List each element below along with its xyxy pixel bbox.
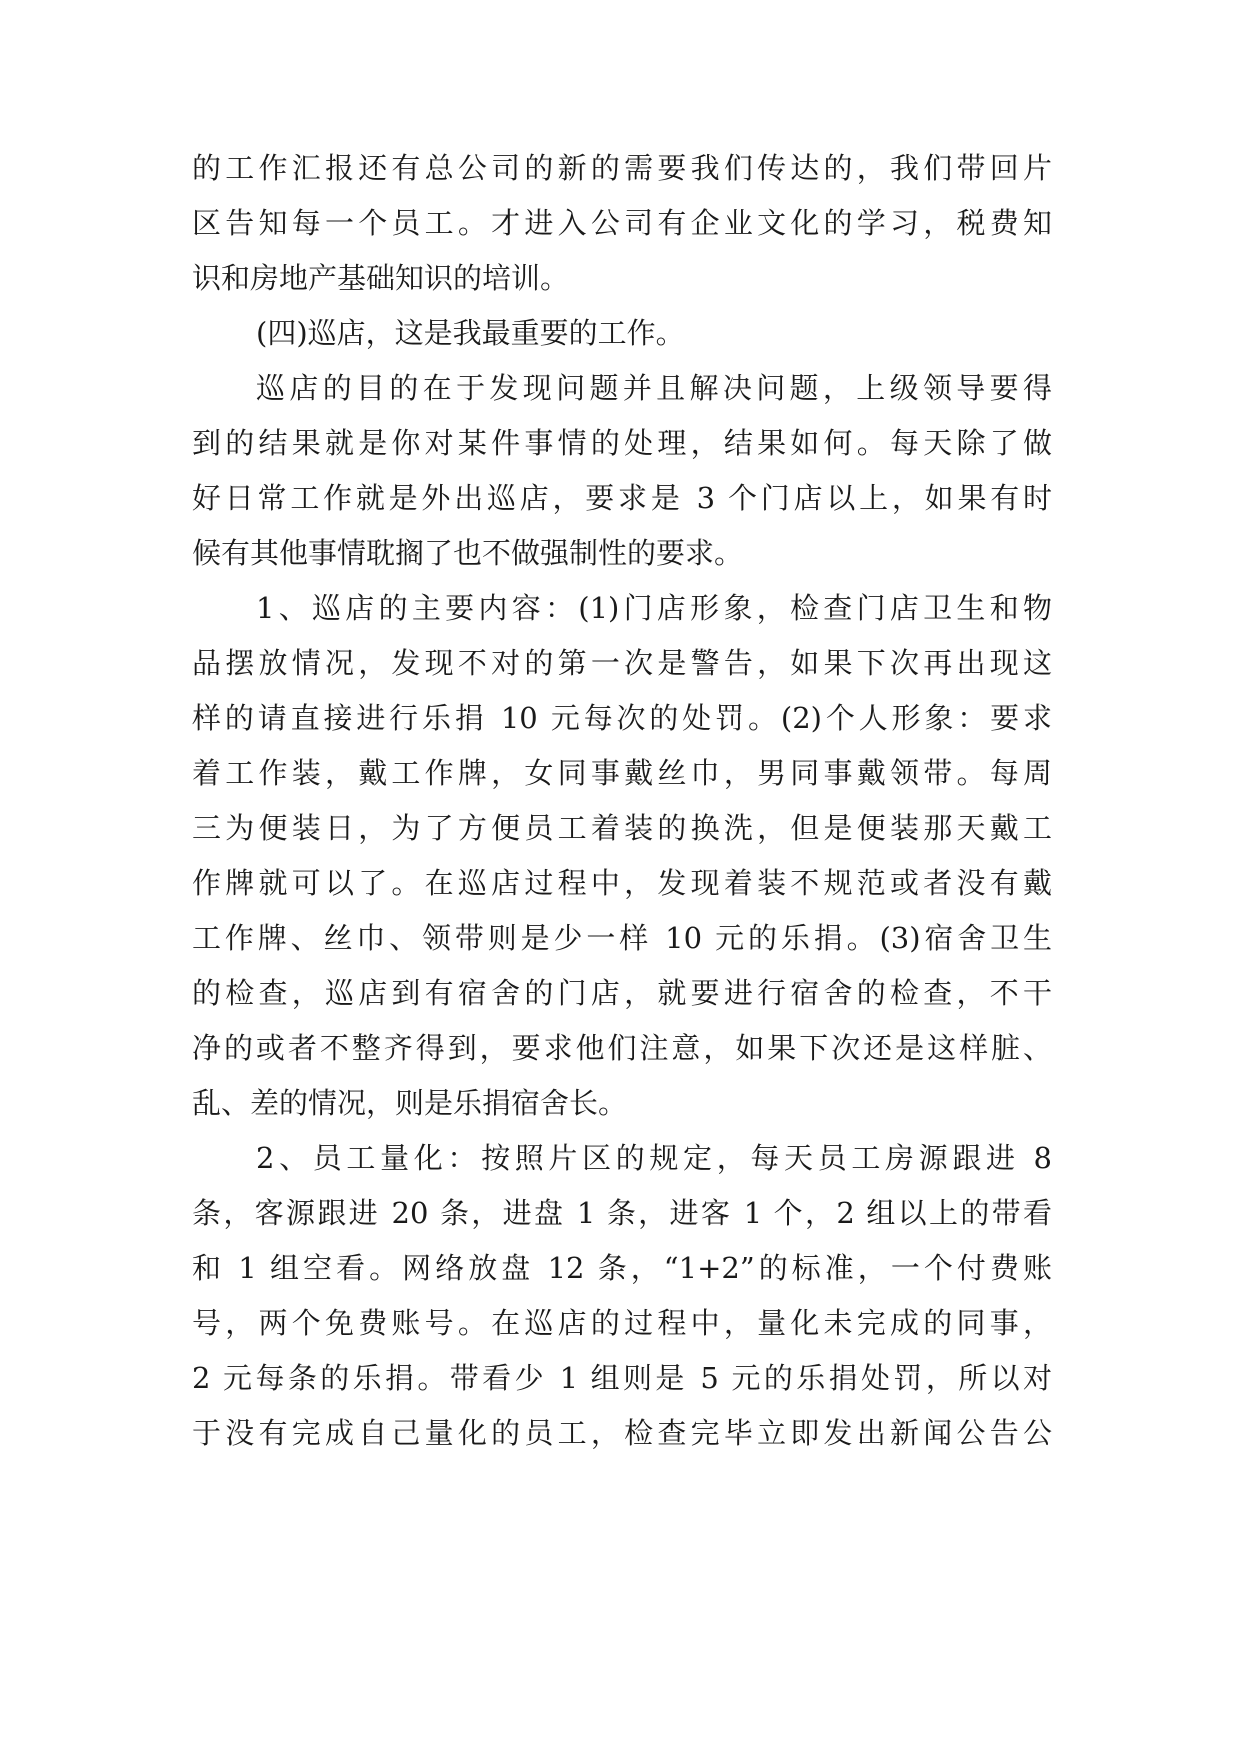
text-line: 乱、差的情况，则是乐捐宿舍长。 — [192, 1086, 628, 1120]
text-line: 到的结果就是你对某件事情的处理，结果如何。每天除了做 — [192, 426, 1052, 460]
text-line: 的工作汇报还有总公司的新的需要我们传达的，我们带回片 — [192, 151, 1052, 185]
text-line: 作牌就可以了。在巡店过程中，发现着装不规范或者没有戴 — [192, 866, 1052, 900]
text-line: 巡店的目的在于发现问题并且解决问题，上级领导要得 — [256, 371, 1052, 405]
text-line: 好日常工作就是外出巡店，要求是 3 个门店以上，如果有时 — [192, 481, 1052, 515]
text-line: 2、员工量化：按照片区的规定，每天员工房源跟进 8 — [256, 1141, 1052, 1175]
text-line: 区告知每一个员工。才进入公司有企业文化的学习，税费知 — [192, 206, 1052, 240]
text-line: 净的或者不整齐得到，要求他们注意，如果下次还是这样脏、 — [192, 1031, 1052, 1065]
text-line: 2 元每条的乐捐。带看少 1 组则是 5 元的乐捐处罚，所以对 — [192, 1361, 1052, 1395]
text-line: 样的请直接进行乐捐 10 元每次的处罚。(2)个人形象：要求 — [192, 701, 1052, 735]
text-line: 条，客源跟进 20 条，进盘 1 条，进客 1 个，2 组以上的带看 — [192, 1196, 1052, 1230]
text-line: 的检查，巡店到有宿舍的门店，就要进行宿舍的检查，不干 — [192, 976, 1052, 1010]
text-line: 于没有完成自己量化的员工，检查完毕立即发出新闻公告公 — [192, 1416, 1052, 1450]
text-line: 三为便装日，为了方便员工着装的换洗，但是便装那天戴工 — [192, 811, 1052, 845]
text-line: 1、巡店的主要内容：(1)门店形象，检查门店卫生和物 — [256, 591, 1052, 625]
text-line: 和 1 组空看。网络放盘 12 条，“1+2”的标准，一个付费账 — [192, 1251, 1052, 1285]
text-line: 号，两个免费账号。在巡店的过程中，量化未完成的同事， — [192, 1306, 1052, 1340]
text-line: 工作牌、丝巾、领带则是少一样 10 元的乐捐。(3)宿舍卫生 — [192, 921, 1052, 955]
text-line: 着工作装，戴工作牌，女同事戴丝巾，男同事戴领带。每周 — [192, 756, 1052, 790]
text-line: 识和房地产基础知识的培训。 — [192, 261, 570, 295]
text-line: 候有其他事情耽搁了也不做强制性的要求。 — [192, 536, 744, 570]
section-heading: (四)巡店，这是我最重要的工作。 — [256, 316, 685, 350]
text-line: 品摆放情况，发现不对的第一次是警告，如果下次再出现这 — [192, 646, 1052, 680]
